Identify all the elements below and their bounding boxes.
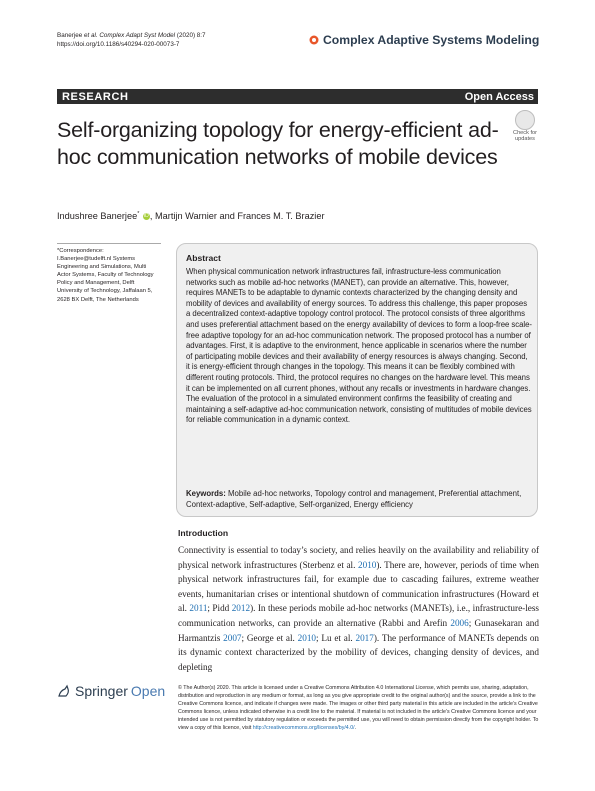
- intro-text: ; Pidd: [207, 603, 232, 614]
- check-updates-label: Check for updates: [513, 130, 537, 143]
- co-authors: , Martijn Warnier and Frances M. T. Brazier: [149, 211, 325, 222]
- orcid-icon[interactable]: iD: [144, 213, 149, 220]
- intro-text: ; Gunasekaran and Harmantzis: [178, 617, 539, 643]
- section-banner: [57, 89, 538, 104]
- reference-link[interactable]: 2007: [223, 632, 242, 643]
- citation-header: [57, 31, 206, 49]
- springer-horse-icon: [57, 684, 71, 698]
- journal-header: [309, 33, 539, 47]
- reference-link[interactable]: 2017: [355, 632, 374, 643]
- author-name: Indushree Banerjee: [57, 211, 138, 222]
- abstract-text: When physical communication network infrastructures fail, infrastructure-less communication networks such as mobile ad-hoc networks (MANET), can provide an alternative. This, however, requires MANETs to be adaptable to dynamic contexts characterized by the changing density and mobility of devices and availability of energy sources. To address this challenge, this paper proposes a decentralized context-adaptive topology control protocol. The protocol consists of three algorithms and uses preferential attachment based on the energy availability of devices to form a loop-free scale-free adaptive topology for an ad-hoc communication network. The proposed protocol has a number of advantages. First, it is adaptive to the environment, hence applicable in scenarios where the number of participating mobile devices and their availability of energy resources is always changing. Second, it is energy-efficient through changes in the topology. This means it can be flexibly combined with different routing protocols. Third, the protocol requires no changes on the hardware level. This means it can be implemented on all current phones, without any recalls or investments in hardware changes. The evaluation of the protocol in a simulated environment confirms the feasibility of creating and maintaining a self-adaptive ad-hoc communication network, consisting of multitudes of mobile devices for reliable communication in a dynamic context.: [186, 267, 532, 425]
- article-title: Self-organizing topology for energy-efficient ad-hoc communication networks of mobile devices: [57, 118, 499, 169]
- keywords-label: Keywords:: [186, 489, 226, 498]
- intro-text: ). The performance of MANETs depends on its dynamic context characterized by the mobility of devices, changing density of devices, and depleting: [178, 632, 540, 672]
- reference-link[interactable]: 2012: [231, 603, 251, 614]
- check-updates-icon: [515, 110, 535, 130]
- reference-link[interactable]: 2011: [189, 603, 208, 614]
- section-label: RESEARCH: [62, 90, 129, 103]
- intro-text: Connectivity is essential to today’s society, and relies heavily on the availability and reliability of physical network infrastructures (Sterbenz et al.: [178, 545, 539, 570]
- intro-text: ; George et al.: [241, 632, 298, 643]
- reference-link[interactable]: 2006: [450, 617, 469, 628]
- keywords-list: Mobile ad-hoc networks, Topology control and management, Preferential attachment, Context-adaptive, Self-adaptive, Self-organized, Energy efficiency: [186, 489, 522, 509]
- journal-logo-icon: [309, 35, 319, 45]
- correspondence-info: *Correspondence: I.Banerjee@tudelft.nl Systems Engineering and Simulations, Multi Actor Systems, Faculty of Technology Policy and Management, Delft University of Technology, Jaffalaan 5, 2628 BX Delft, The Netherlands: [57, 248, 154, 303]
- springer-open-logo: [57, 683, 165, 699]
- license-link[interactable]: http://creativecommons.org/licenses/by/4.0/: [252, 725, 355, 731]
- intro-text: ). There are, however, periods of time when physical network infrastructures fail, for example due to cascading failures, extreme weather events, humanitarian crises or intentional shutdown of communication infrastructures (Howard et al.: [178, 559, 540, 614]
- citation-journal: et al. Complex Adapt Syst Model: [83, 32, 176, 39]
- license-end: .: [354, 725, 357, 731]
- intro-text: ; Lu et al.: [316, 632, 356, 643]
- license-text: [178, 684, 540, 732]
- introduction-paragraph: [178, 543, 539, 674]
- license-body: © The Author(s) 2020. This article is licensed under a Creative Commons Attribution 4.0 International License, which permits use, sharing, adaptation, distribution and reproduction in any medium or format, as long as you give appropriate credit to the original author(s) and the source, provide a link to the Creative Commons licence, and indicate if changes were made. The images or other third party material in this article are included in the article’s Creative Commons licence, unless indicated otherwise in a credit line to the material. If material is not included in the article’s Creative Commons licence and your intended use is not permitted by statutory regulation or exceeds the permitted use, you will need to obtain permission directly from the copyright holder. To view a copy of this licence, visit: [178, 685, 539, 731]
- abstract-heading: Abstract: [186, 253, 221, 263]
- reference-link[interactable]: 2010: [297, 632, 317, 643]
- corresponding-mark: *: [137, 211, 140, 217]
- open-access-label: Open Access: [464, 90, 534, 103]
- introduction-heading: Introduction: [178, 528, 229, 538]
- keywords: [186, 488, 532, 510]
- doi-link[interactable]: https://doi.org/10.1186/s40294-020-00073-7: [57, 41, 180, 48]
- open-label: Open: [130, 683, 166, 699]
- check-for-updates-badge[interactable]: [510, 110, 540, 146]
- intro-text: ). In these periods mobile ad-hoc networks (MANETs), i.e., infrastructure-less communication networks, can provide an alternative (Rabbi and Arefin: [178, 603, 539, 628]
- correspondence-divider: [57, 243, 161, 244]
- journal-name: Complex Adaptive Systems Modeling: [323, 33, 540, 47]
- citation-year: (2020) 8:7: [176, 32, 206, 39]
- citation-authors: Banerjee: [57, 32, 84, 39]
- reference-link[interactable]: 2010: [358, 559, 377, 570]
- author-list: [57, 211, 325, 221]
- springer-label: Springer: [75, 683, 128, 699]
